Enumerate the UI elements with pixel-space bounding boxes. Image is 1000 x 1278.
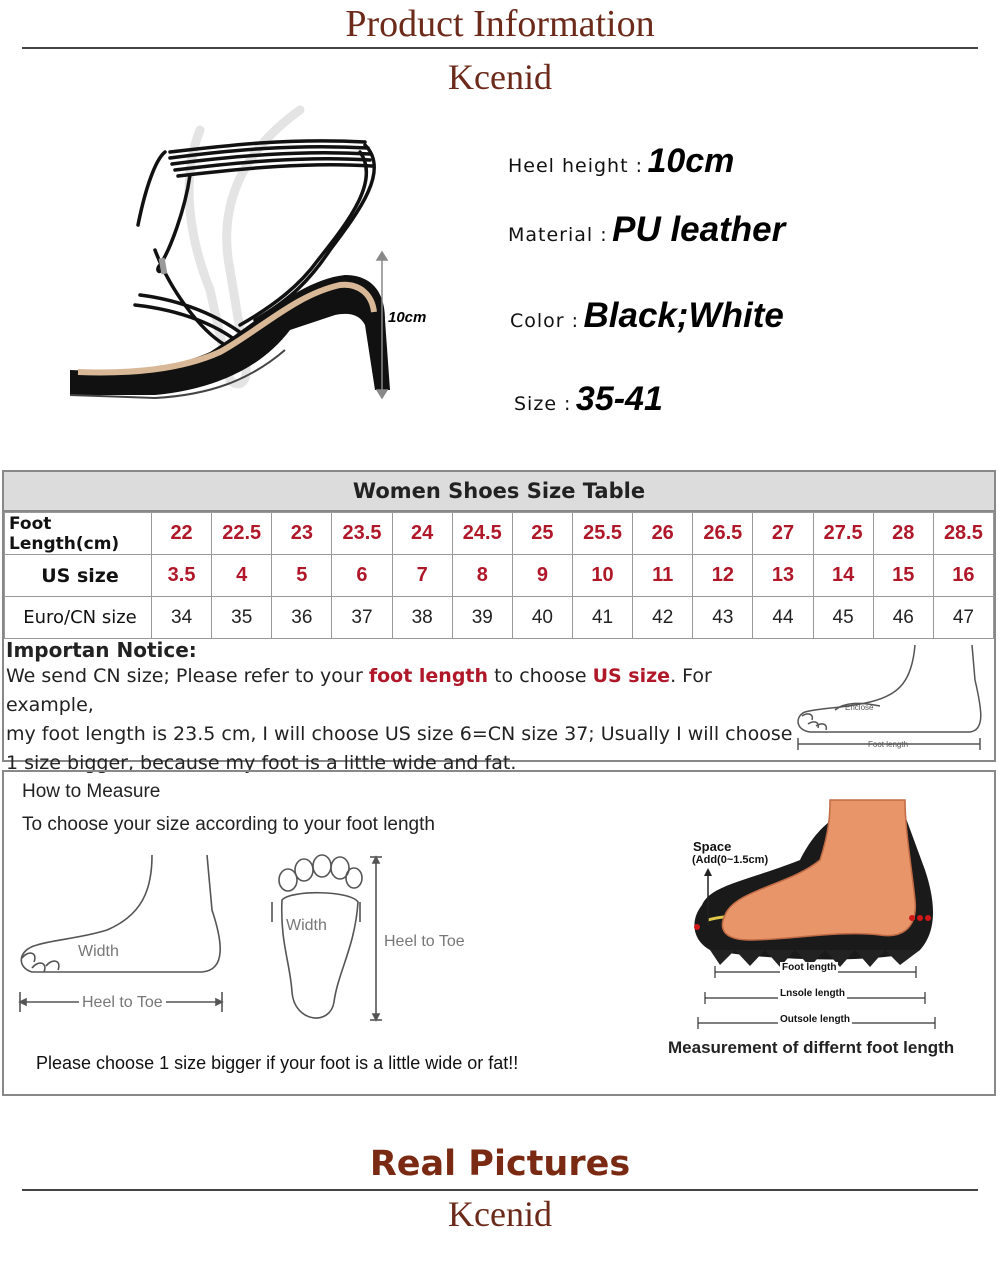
table-cell: 12: [693, 555, 753, 597]
size-table-title: Women Shoes Size Table: [4, 472, 994, 512]
table-cell: 16: [933, 555, 993, 597]
notice-block: [6, 638, 796, 778]
notice-line-2: my foot length is 23.5 cm, I will choose US size 6=CN size 37; Usually I will choose: [6, 723, 793, 745]
measure-title: How to Measure: [22, 781, 161, 802]
page-title: Product Information: [345, 3, 655, 45]
table-cell: 39: [452, 597, 512, 639]
table-cell: 37: [332, 597, 392, 639]
table-cell: 27: [753, 513, 813, 555]
table-cell: 4: [212, 555, 272, 597]
heel-to-toe-label-footprint: Heel to Toe: [384, 933, 465, 950]
table-cell: 35: [212, 597, 272, 639]
row-header: US size: [5, 555, 152, 597]
table-cell: 34: [152, 597, 212, 639]
table-cell: 44: [753, 597, 813, 639]
enclose-label: Enclose: [845, 703, 874, 712]
foot-length-line-label: Foot length: [782, 962, 837, 973]
table-cell: 10: [572, 555, 632, 597]
measurement-caption: Measurement of differnt foot length: [668, 1038, 955, 1057]
notice-foot-diagram: [790, 640, 990, 755]
table-cell: 28: [873, 513, 933, 555]
table-cell: 41: [572, 597, 632, 639]
foot-length-label: Foot length: [868, 740, 909, 749]
real-pictures-title: Real Pictures: [369, 1144, 631, 1184]
table-cell: 6: [332, 555, 392, 597]
spec-heel-height: Heel height : 10cm: [508, 142, 735, 180]
header-divider: [22, 47, 978, 49]
notice-line-1: We send CN size; Please refer to your foot length to choose US size. For example,: [6, 665, 712, 716]
table-cell: 15: [873, 555, 933, 597]
measure-subtitle: To choose your size according to your foot length: [22, 814, 435, 835]
table-cell: 22: [152, 513, 212, 555]
notice-line-3: 1 size bigger, because my foot is a little wide and fat.: [6, 752, 517, 774]
table-cell: 22.5: [212, 513, 272, 555]
outsole-length-line-label: Outsole length: [780, 1014, 850, 1025]
table-cell: 40: [512, 597, 572, 639]
width-label-side: Width: [78, 943, 119, 960]
footer-divider: [22, 1189, 978, 1191]
table-cell: 14: [813, 555, 873, 597]
sandal-image: [60, 90, 450, 420]
spec-color: Color : Black;White: [510, 296, 784, 335]
row-header: Euro/CN size: [5, 597, 152, 639]
width-label-footprint: Width: [286, 917, 327, 934]
table-cell: 11: [633, 555, 693, 597]
table-cell: 3.5: [152, 555, 212, 597]
spec-material: Material : PU leather: [508, 210, 786, 249]
space-add-label: (Add(0~1.5cm): [692, 854, 769, 866]
measure-advice: Please choose 1 size bigger if your foot is a little wide or fat!!: [36, 1053, 519, 1073]
table-cell: 7: [392, 555, 452, 597]
row-euro-cn-size: [5, 597, 994, 639]
table-cell: 43: [693, 597, 753, 639]
table-cell: 45: [813, 597, 873, 639]
table-cell: 8: [452, 555, 512, 597]
table-cell: 27.5: [813, 513, 873, 555]
table-cell: 25.5: [572, 513, 632, 555]
table-cell: 36: [272, 597, 332, 639]
table-cell: 24: [392, 513, 452, 555]
table-cell: 26: [633, 513, 693, 555]
table-cell: 24.5: [452, 513, 512, 555]
heel-to-toe-label-side: Heel to Toe: [79, 994, 166, 1012]
table-cell: 13: [753, 555, 813, 597]
row-us-size: [5, 555, 994, 597]
heel-dimension-label: 10cm: [388, 309, 427, 326]
table-cell: 47: [933, 597, 993, 639]
notice-title: Importan Notice:: [6, 638, 197, 662]
table-cell: 23.5: [332, 513, 392, 555]
row-foot-length: [5, 513, 994, 555]
table-cell: 5: [272, 555, 332, 597]
row-header: Foot Length(cm): [5, 513, 152, 555]
footprint-illustration: [270, 852, 400, 1027]
insole-length-line-label: Lnsole length: [780, 988, 845, 999]
space-label: Space: [693, 839, 732, 854]
table-cell: 26.5: [693, 513, 753, 555]
table-cell: 38: [392, 597, 452, 639]
size-table-grid: [4, 512, 994, 639]
footer-brand-name: Kcenid: [448, 1194, 552, 1234]
table-cell: 28.5: [933, 513, 993, 555]
brand-name: Kcenid: [448, 57, 552, 97]
table-cell: 9: [512, 555, 572, 597]
table-cell: 46: [873, 597, 933, 639]
spec-size: Size : 35-41: [514, 380, 663, 418]
table-cell: 42: [633, 597, 693, 639]
table-cell: 23: [272, 513, 332, 555]
table-cell: 25: [512, 513, 572, 555]
